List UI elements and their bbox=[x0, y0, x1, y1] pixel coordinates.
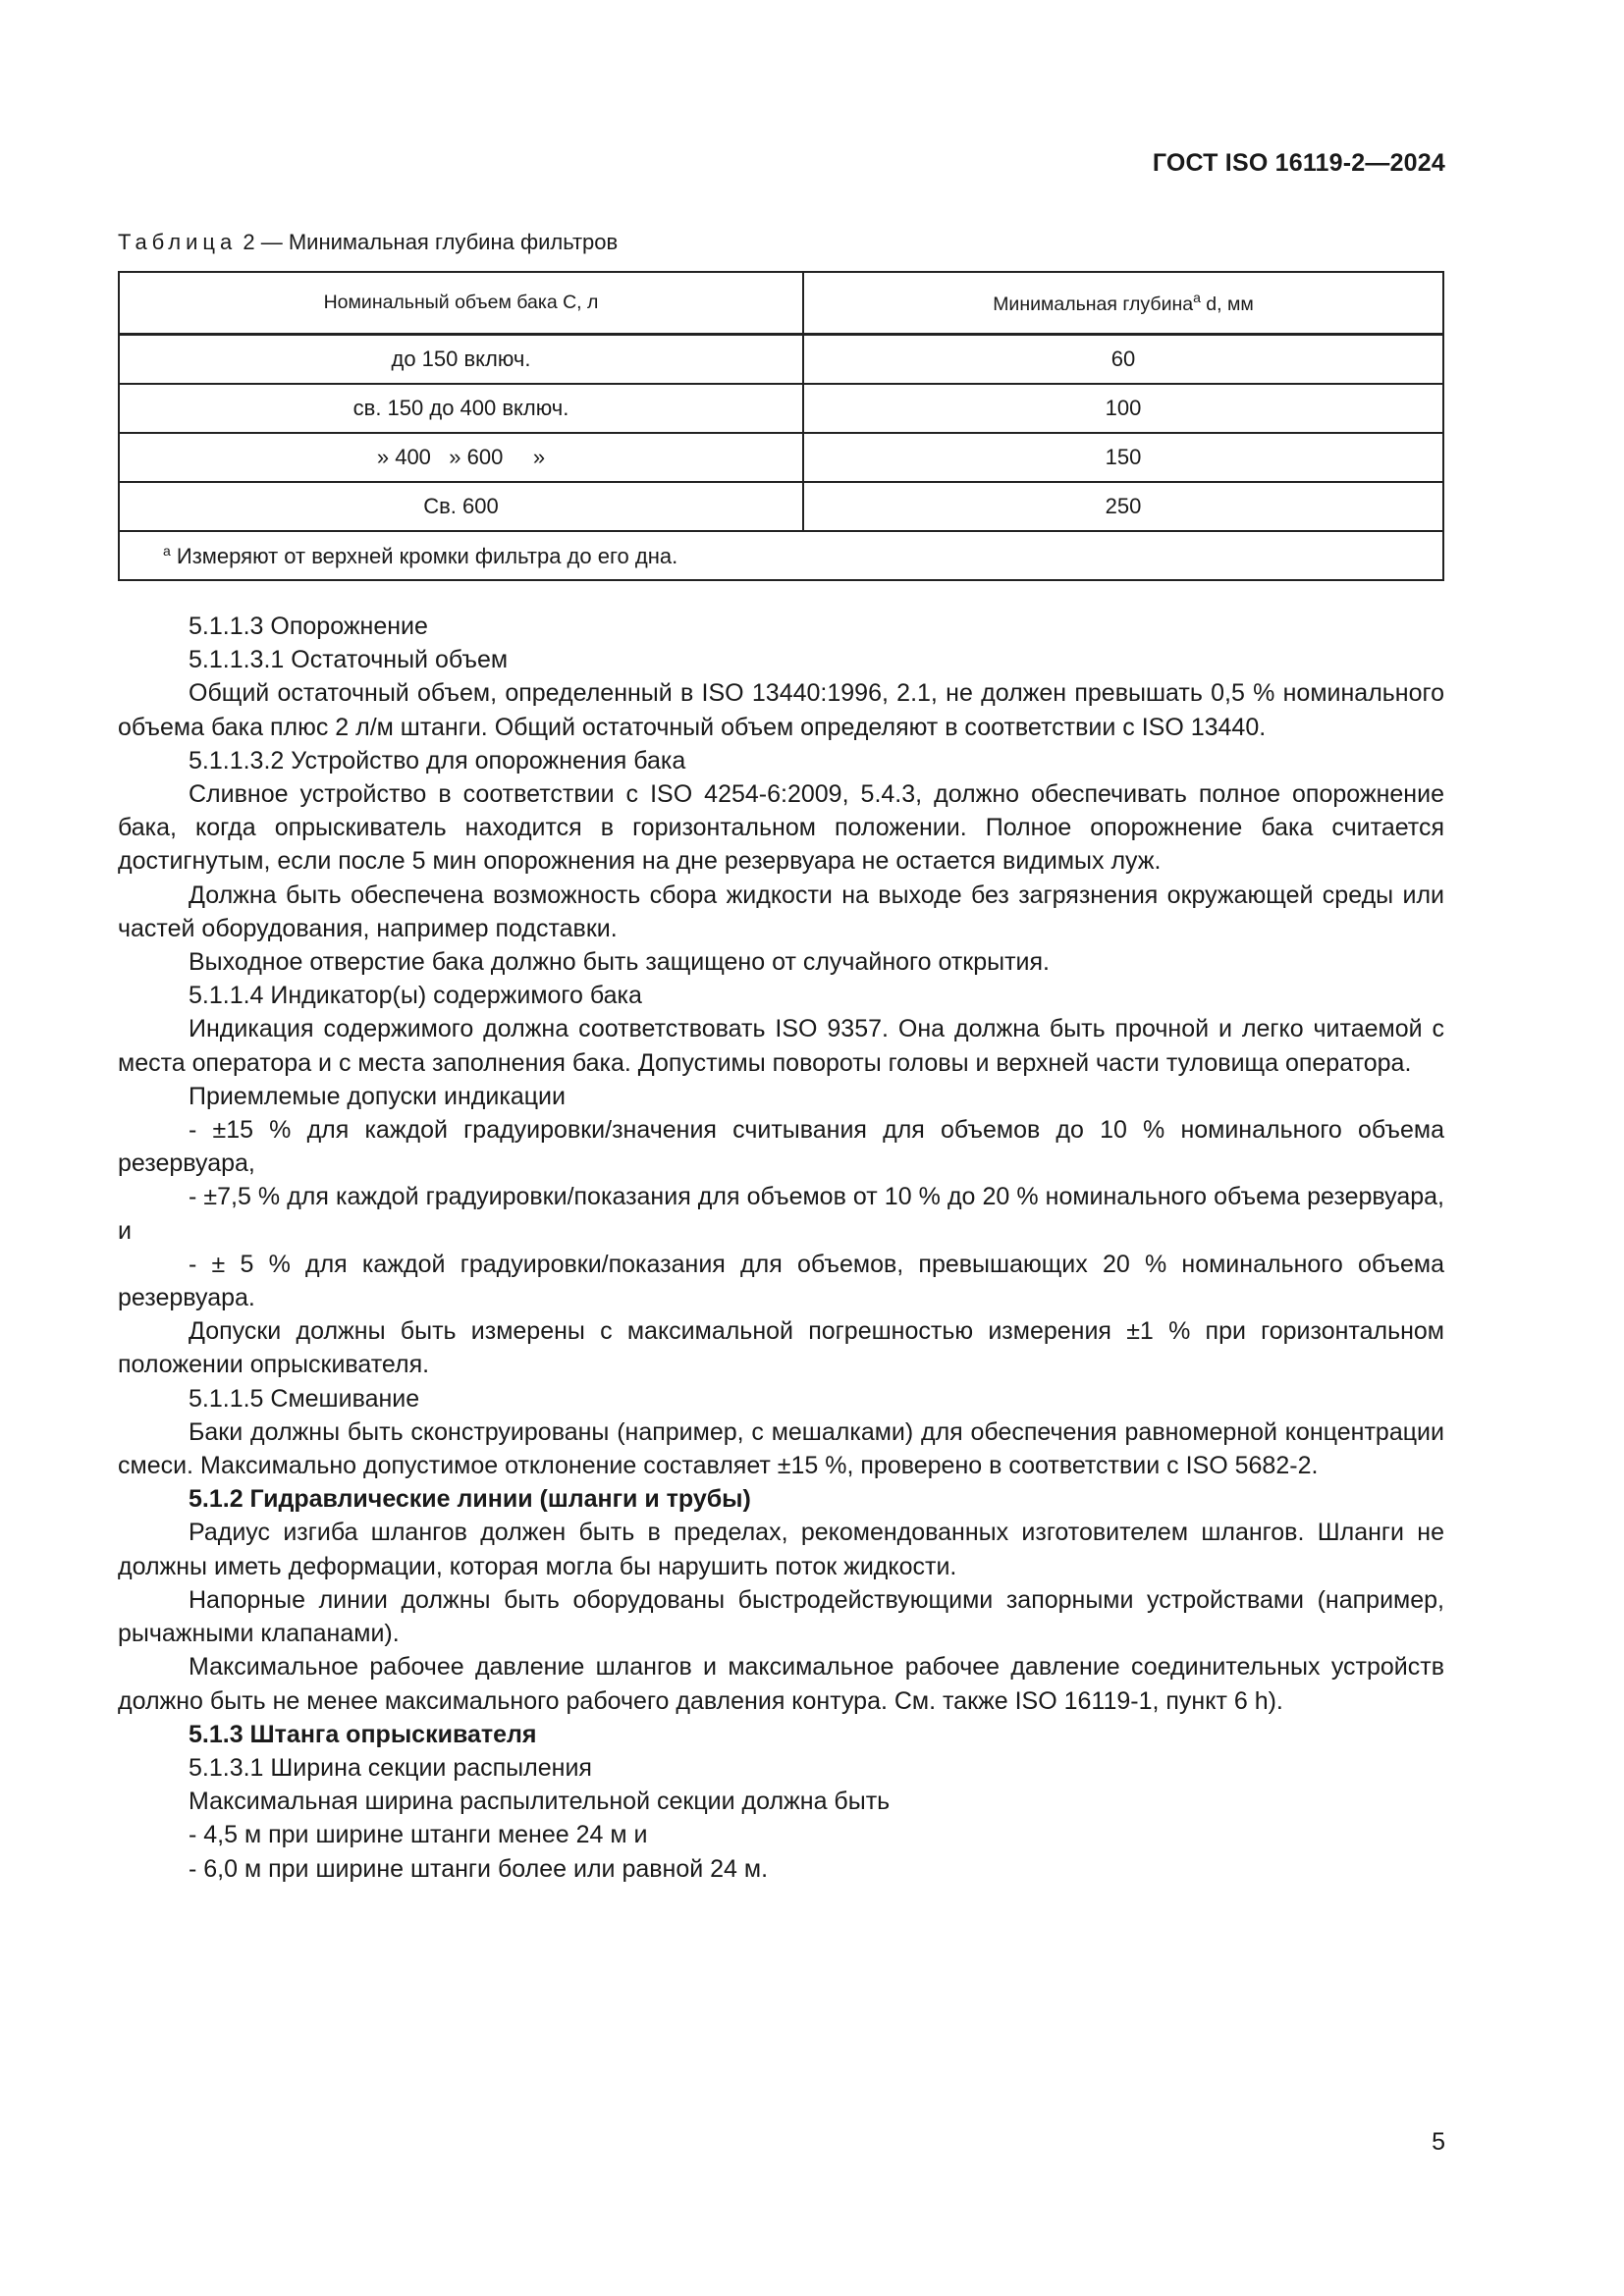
paragraph: Приемлемые допуски индикации bbox=[189, 1082, 566, 1110]
paragraph: Выходное отверстие бака должно быть защищено от случайного открытия. bbox=[189, 948, 1050, 977]
section-heading-bold: 5.1.2 Гидравлические линии (шланги и трубы) bbox=[189, 1485, 751, 1514]
paragraph: Максимальная ширина распылительной секции должна быть bbox=[189, 1788, 891, 1816]
list-item: - ±15 % для каждой градуировки/значения считывания для объемов до 10 % номинального объема резервуара, bbox=[118, 1116, 1444, 1178]
table-caption-title: 2 — Минимальная глубина фильтров bbox=[237, 230, 619, 254]
paragraph: Сливное устройство в соответствии с ISO 4254-6:2009, 5.4.3, должно обеспечивать полное опорожнение бака, когда опрыскиватель находится в горизонтальном положении. Полное опорожнение бака считается достигнутым, если после 5 мин опорожнения на дне резервуара не остается видимых луж. bbox=[118, 780, 1444, 876]
paragraph: Индикация содержимого должна соответствовать ISO 9357. Она должна быть прочной и легко читаемой с места оператора и с места заполнения бака. Допустимы повороты головы и верхней части туловища оператора. bbox=[118, 1015, 1444, 1077]
list-item: - ± 5 % для каждой градуировки/показания для объемов, превышающих 20 % номинального объема резервуара. bbox=[118, 1250, 1444, 1312]
paragraph: Напорные линии должны быть оборудованы быстродействующими запорными устройствами (например, рычажными клапанами). bbox=[118, 1585, 1444, 1648]
header-min-depth-label: Минимальная глубина bbox=[993, 294, 1194, 315]
section-heading: 5.1.1.5 Смешивание bbox=[189, 1384, 420, 1413]
table-row bbox=[119, 433, 1443, 482]
paragraph: Радиус изгиба шлангов должен быть в пределах, рекомендованных изготовителем шлангов. Шланги не должны иметь деформации, которая могла бы нарушить поток жидкости. bbox=[118, 1519, 1444, 1580]
body-text bbox=[118, 610, 1444, 1886]
table-footnote bbox=[119, 531, 1443, 580]
page-number: 5 bbox=[1432, 2128, 1445, 2156]
list-item: - 6,0 м при ширине штанги более или равной 24 м. bbox=[189, 1854, 769, 1883]
cell-volume: » 400 » 600 » bbox=[119, 433, 803, 482]
section-heading: 5.1.1.3 Опорожнение bbox=[189, 613, 428, 640]
paragraph: Общий остаточный объем, определенный в ISO 13440:1996, 2.1, не должен превышать 0,5 % номинального объема бака плюс 2 л/м штанги. Общий остаточный объем определяют в соответствии с ISO 13440. bbox=[118, 679, 1444, 741]
cell-volume: до 150 включ. bbox=[119, 335, 803, 385]
cell-volume: св. 150 до 400 включ. bbox=[119, 384, 803, 433]
filter-depth-table bbox=[118, 271, 1444, 581]
list-item: - ±7,5 % для каждой градуировки/показания для объемов от 10 % до 20 % номинального объема резервуара, и bbox=[118, 1183, 1444, 1245]
subsection-heading: 5.1.3.1 Ширина секции распыления bbox=[189, 1753, 592, 1782]
table-caption bbox=[118, 230, 618, 255]
header-min-depth-unit: d, мм bbox=[1200, 294, 1254, 315]
table-row bbox=[119, 384, 1443, 433]
paragraph: Баки должны быть сконструированы (например, с мешалками) для обеспечения равномерной концентрации смеси. Максимально допустимое отклонение составляет ±15 %, проверено в соответствии с ISO 5682-2. bbox=[118, 1417, 1444, 1480]
header-min-depth bbox=[803, 272, 1443, 335]
paragraph: Максимальное рабочее давление шлангов и максимальное рабочее давление соединительных устройств должно быть не менее максимального рабочего давления контура. См. также ISO 16119-1, пункт 6 h). bbox=[118, 1653, 1444, 1715]
section-heading-bold: 5.1.3 Штанга опрыскивателя bbox=[189, 1720, 537, 1748]
cell-volume: Св. 600 bbox=[119, 482, 803, 531]
cell-depth: 150 bbox=[803, 433, 1443, 482]
section-heading: 5.1.1.4 Индикатор(ы) содержимого бака bbox=[189, 982, 642, 1010]
table-row bbox=[119, 335, 1443, 385]
subsection-heading: 5.1.1.3.1 Остаточный объем bbox=[189, 646, 509, 674]
table-header-row bbox=[119, 272, 1443, 335]
header-footnote-mark: а bbox=[1193, 290, 1201, 305]
table-footnote-row bbox=[119, 531, 1443, 580]
cell-depth: 60 bbox=[803, 335, 1443, 385]
header-tank-volume: Номинальный объем бака C, л bbox=[119, 272, 803, 335]
list-item: - 4,5 м при ширине штанги менее 24 м и bbox=[189, 1821, 648, 1849]
footnote-mark: а bbox=[163, 542, 171, 559]
footnote-text: Измеряют от верхней кромки фильтра до его дна. bbox=[170, 543, 678, 568]
subsection-heading: 5.1.1.3.2 Устройство для опорожнения бака bbox=[189, 746, 686, 774]
table-row bbox=[119, 482, 1443, 531]
paragraph: Должна быть обеспечена возможность сбора жидкости на выходе без загрязнения окружающей среды или частей оборудования, например подставки. bbox=[118, 881, 1444, 942]
paragraph: Допуски должны быть измерены с максимальной погрешностью измерения ±1 % при горизонтальном положении опрыскивателя. bbox=[118, 1317, 1444, 1379]
table-caption-word: Таблица bbox=[118, 230, 238, 254]
cell-depth: 250 bbox=[803, 482, 1443, 531]
cell-depth: 100 bbox=[803, 384, 1443, 433]
document-standard-id: ГОСТ ISO 16119-2—2024 bbox=[1152, 149, 1445, 177]
